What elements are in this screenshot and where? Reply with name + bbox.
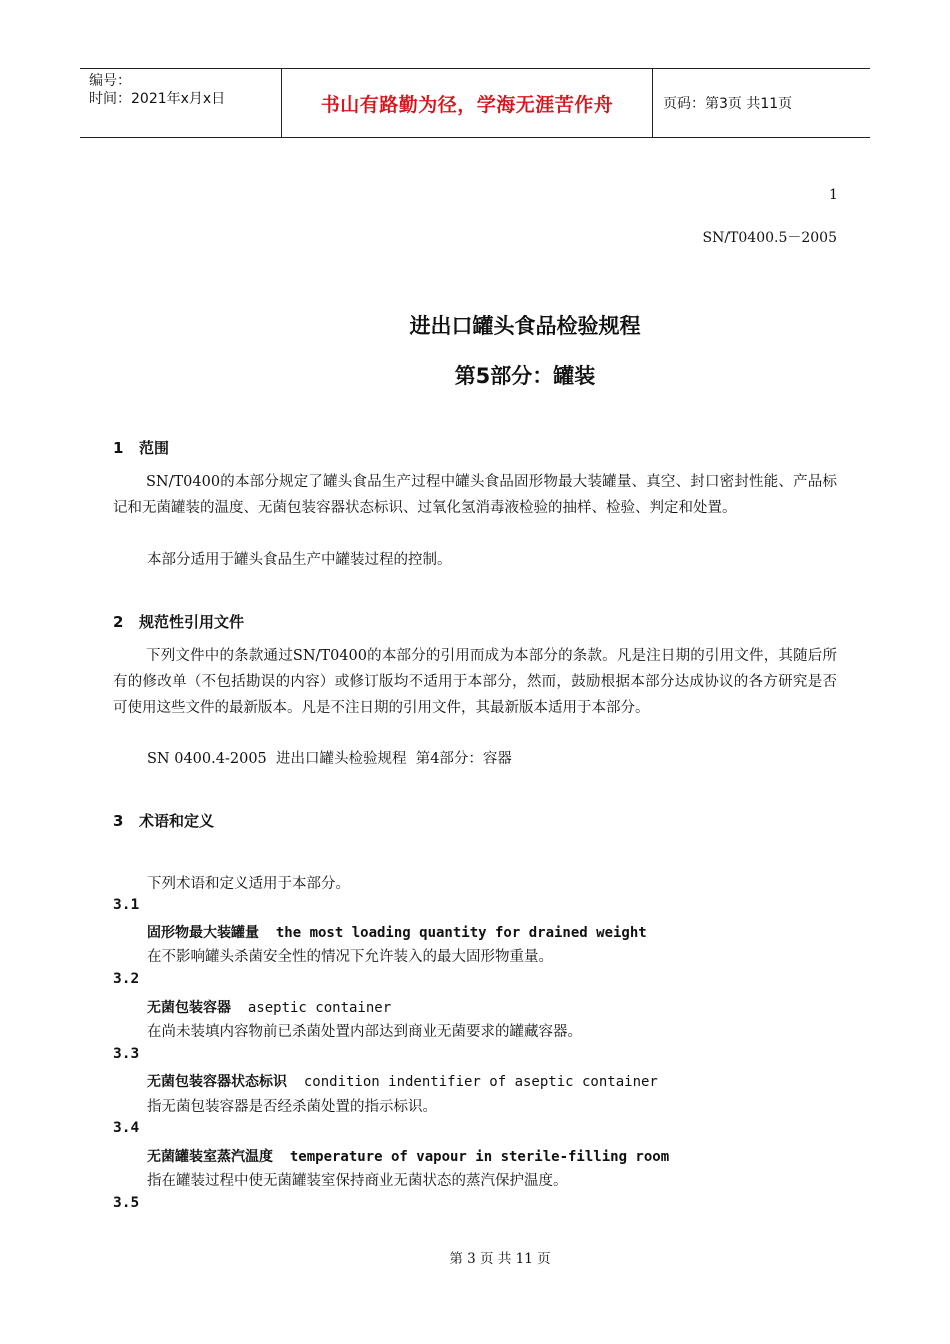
reference-line: SN 0400.4-2005 进出口罐头检验规程 第4部分：容器 [147, 751, 512, 767]
header-table [80, 68, 870, 138]
section-heading-3 [113, 810, 214, 831]
section-heading-1 [113, 437, 169, 458]
term-line [147, 997, 391, 1017]
clause-number: 3.3 [113, 1046, 140, 1062]
term-definition: 在尚未装填内容物前已杀菌处置内部达到商业无菌要求的罐藏容器。 [147, 1024, 582, 1040]
term-cn: 无菌包装容器状态标识 [147, 1074, 287, 1090]
section-number: 3 [113, 812, 124, 830]
section-number: 1 [113, 439, 124, 457]
term-definition: 在不影响罐头杀菌安全性的情况下允许装入的最大固形物重量。 [147, 949, 553, 965]
term-cn: 无菌罐装室蒸汽温度 [147, 1149, 273, 1165]
section-heading-2 [113, 611, 244, 632]
section-title: 术语和定义 [139, 812, 215, 830]
term-en: the most loading quantity for drained weight [275, 925, 647, 941]
header-motto-cell [282, 69, 653, 137]
paragraph: 本部分适用于罐头食品生产中罐装过程的控制。 [147, 552, 452, 568]
term-cn: 固形物最大装罐量 [147, 925, 259, 941]
code-label: 编号： [89, 73, 131, 89]
paragraph: 下列文件中的条款通过SN/T0400的本部分的引用而成为本部分的条款。凡是注日期的引用文件，其随后所有的修改单（不包括勘误的内容）或修订版均不适用于本部分，然而，鼓励根据本部分达成协议的各方研究是否可使用这些文件的最新版本。凡是不注日期的引用文件，其最新版本适用于本部分。 [113, 648, 837, 716]
section-title: 规范性引用文件 [139, 613, 245, 631]
term-definition: 指无菌包装容器是否经杀菌处置的指示标识。 [147, 1099, 437, 1115]
term-definition: 指在罐装过程中使无菌罐装室保持商业无菌状态的蒸汽保护温度。 [147, 1173, 568, 1189]
term-en: condition indentifier of aseptic container [303, 1074, 658, 1090]
header-page-cell [653, 69, 870, 137]
header-left-cell [80, 69, 282, 137]
page-footer: 第 3 页 共 11 页 [449, 1251, 551, 1267]
time-label: 时间：2021年x月x日 [89, 91, 226, 107]
term-en: aseptic container [247, 1000, 392, 1016]
standard-number: SN/T0400.5－2005 [702, 230, 837, 246]
clause-number: 3.5 [113, 1195, 140, 1211]
term-line [147, 1146, 669, 1166]
section-number: 2 [113, 613, 124, 631]
paragraph: SN/T0400的本部分规定了罐头食品生产过程中罐头食品固形物最大装罐量、真空、封口密封性能、产品标记和无菌罐装的温度、无菌包装容器状态标识、过氧化氢消毒液检验的抽样、检验、判定和处置。 [113, 474, 837, 516]
section-title: 范围 [139, 439, 170, 457]
page-number: 1 [829, 187, 838, 203]
clause-number: 3.4 [113, 1120, 140, 1136]
doc-title: 进出口罐头食品检验规程 [409, 314, 641, 338]
page-info: 页码：第3页 共11页 [663, 96, 793, 112]
doc-subtitle: 第5部分：罐装 [454, 364, 596, 388]
term-en: temperature of vapour in sterile-filling room [289, 1149, 670, 1165]
term-line [147, 922, 647, 942]
motto-text: 书山有路勤为径，学海无涯苦作舟 [320, 93, 614, 116]
term-cn: 无菌包装容器 [147, 1000, 231, 1016]
clause-number: 3.2 [113, 971, 140, 987]
clause-number: 3.1 [113, 897, 140, 913]
term-line [147, 1071, 658, 1091]
paragraph: 下列术语和定义适用于本部分。 [147, 876, 350, 892]
